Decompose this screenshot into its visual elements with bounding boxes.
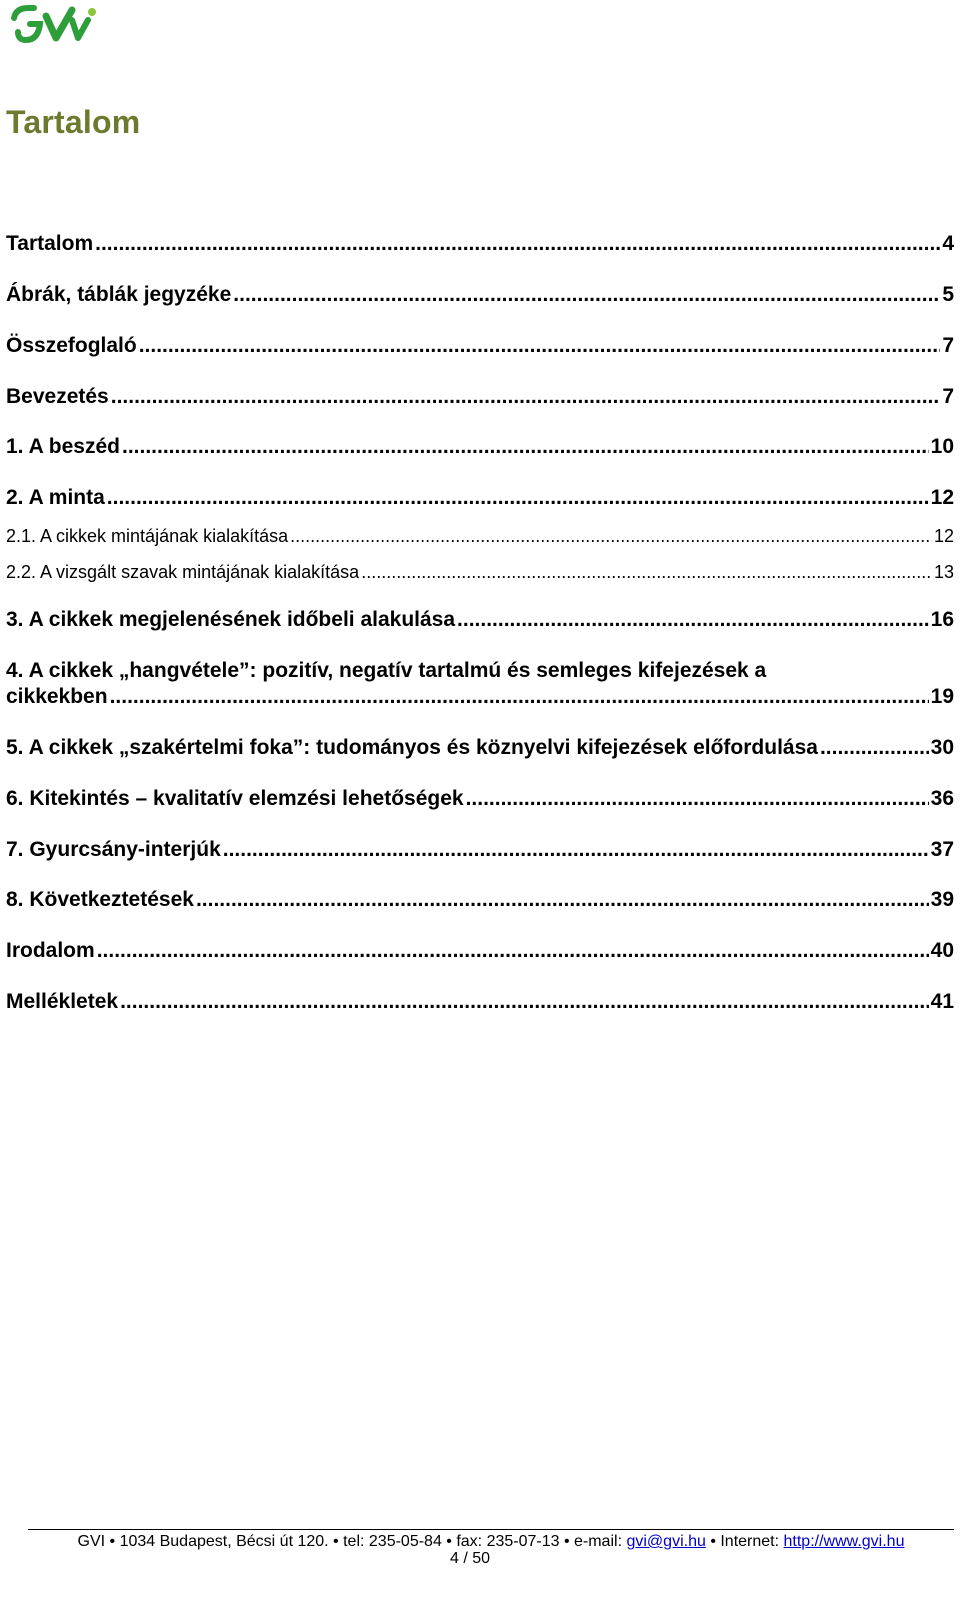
footer-divider [28, 1529, 954, 1530]
website-link[interactable]: http://www.gvi.hu [783, 1533, 905, 1550]
page-indicator: 4 / 50 [449, 1550, 491, 1567]
toc-entry[interactable]: 6. Kitekintés – kvalitatív elemzési lehetőségek ..... 36 [6, 786, 954, 812]
toc-entry-line1: 4. A cikkek „hangvétele”: pozitív, negatív tartalmú és semleges kifejezések a [6, 659, 767, 682]
toc-entry[interactable]: 5. A cikkek „szakértelmi foka”: tudományos és köznyelvi kifejezések előfordulása ..... 30 [6, 735, 954, 761]
toc-entry[interactable]: Tartalom ..... 4 [6, 231, 954, 257]
toc-entry[interactable]: 3. A cikkek megjelenésének időbeli alakulása ..... 16 [6, 607, 954, 633]
toc-entry[interactable]: 4. A cikkek „hangvétele”: pozitív, negatív tartalmú és semleges kifejezések a cikkekben ..... 19 [6, 658, 954, 710]
toc-subentry[interactable]: 2.1. A cikkek mintájának kialakítása ..... 12 [6, 523, 954, 549]
toc-entry[interactable]: 1. A beszéd ..... 10 [6, 434, 954, 460]
email-link[interactable]: gvi@gvi.hu [626, 1533, 706, 1550]
toc-subentry[interactable]: 2.2. A vizsgált szavak mintájának kialakítása ..... 13 [6, 559, 954, 585]
toc-entry[interactable]: Mellékletek ..... 41 [6, 989, 954, 1015]
toc-entry[interactable]: 8. Következtetések ..... 39 [6, 887, 954, 913]
gvi-logo [10, 2, 100, 46]
toc-entry[interactable]: Ábrák, táblák jegyzéke ..... 5 [6, 282, 954, 308]
toc-entry[interactable]: 7. Gyurcsány-interjúk ..... 37 [6, 837, 954, 863]
toc-entry[interactable]: Irodalom ..... 40 [6, 938, 954, 964]
toc-entry[interactable]: 2. A minta ..... 12 [6, 485, 954, 511]
toc-entry[interactable]: Összefoglaló ..... 7 [6, 333, 954, 359]
page-title: Tartalom [6, 104, 141, 140]
toc-entry[interactable]: Bevezetés ..... 7 [6, 384, 954, 410]
footer: GVI • 1034 Budapest, Bécsi út 120. • tel: 235-05-84 • fax: 235-07-13 • e-mail: gvi@gvi.hu • Internet: http://www.gvi.hu [77, 1533, 905, 1550]
